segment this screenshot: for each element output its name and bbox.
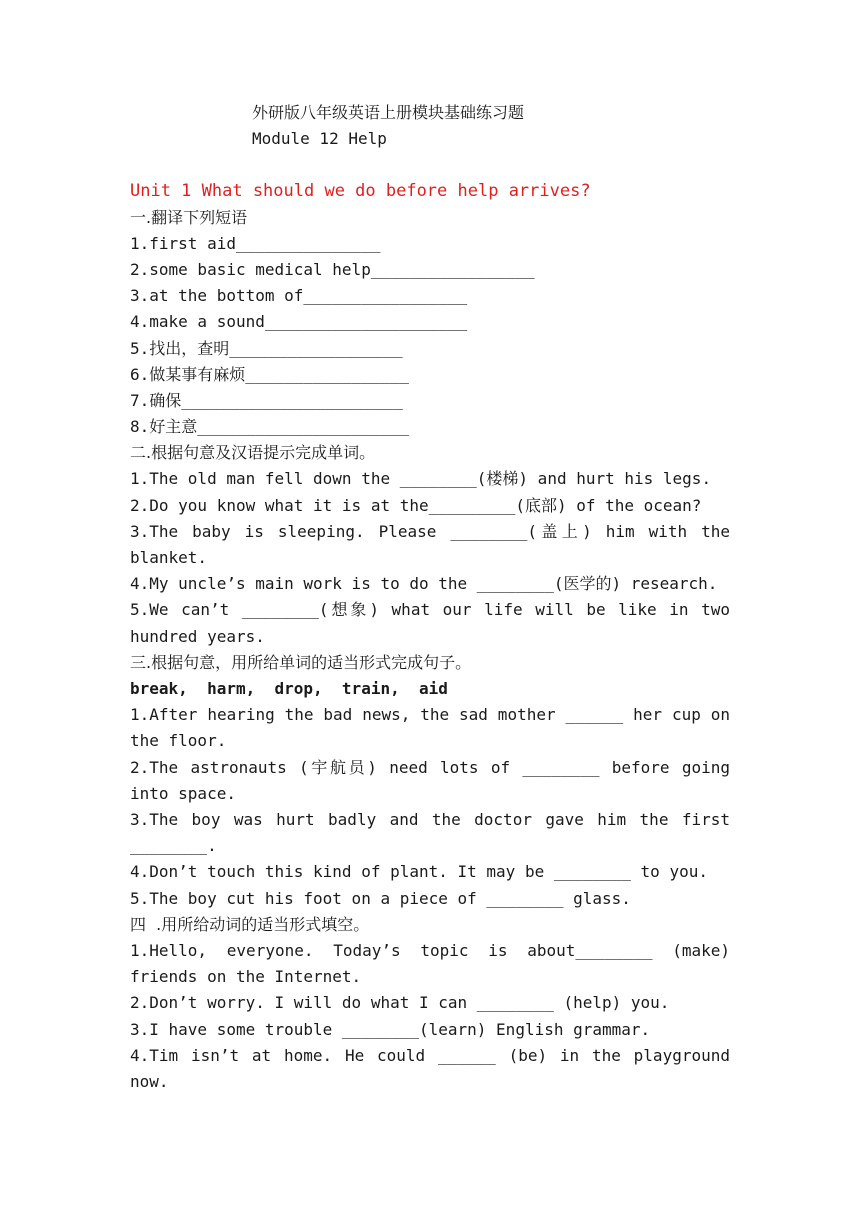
list-item: 1.first aid_______________: [130, 233, 381, 253]
list-item: 5.We can’t ________(想象) what our life will be like in two hundred years.: [130, 600, 730, 646]
section-heading: 四 .用所给动词的适当形式填空。: [130, 914, 370, 934]
word-bank: break, harm, drop, train, aid: [130, 679, 448, 698]
list-item: 4.My uncle’s main work is to do the ________(医学的) research.: [130, 574, 718, 594]
section-word-forms: [130, 650, 730, 912]
list-item: 8.好主意______________________: [130, 417, 410, 437]
list-item: 2.The astronauts (宇航员) need lots of ________ before going into space.: [130, 757, 730, 803]
section-complete-words: [130, 440, 730, 650]
list-item: 3.The boy was hurt badly and the doctor gave him the first ________.: [130, 810, 730, 856]
list-item: 5.The boy cut his foot on a piece of ________ glass.: [130, 888, 631, 908]
worksheet-page: [130, 100, 730, 1095]
list-item: 1.After hearing the bad news, the sad mother ______ her cup on the floor.: [130, 705, 730, 751]
list-item: 2.Don’t worry. I will do what I can ________ (help) you.: [130, 993, 670, 1013]
list-item: 2.some basic medical help_________________: [130, 259, 535, 279]
header: [130, 100, 730, 152]
section-heading: 一.翻译下列短语: [130, 207, 248, 227]
section-heading: 三.根据句意，用所给单词的适当形式完成句子。: [130, 652, 472, 672]
section-verb-forms: [130, 912, 730, 1095]
list-item: 4.make a sound_____________________: [130, 312, 468, 332]
list-item: 5.找出，查明__________________: [130, 338, 403, 358]
list-item: 4.Tim isn’t at home. He could ______ (be) in the playground now.: [130, 1045, 730, 1091]
list-item: 3.The baby is sleeping. Please ________(盖上) him with the blanket.: [130, 521, 730, 568]
list-item: 2.Do you know what it is at the_________(底部) of the ocean?: [130, 495, 702, 515]
section-heading: 二.根据句意及汉语提示完成单词。: [130, 443, 376, 463]
list-item: 1.Hello, everyone. Today’s topic is about________ (make) friends on the Internet.: [130, 940, 730, 987]
unit-title: Unit 1 What should we do before help arrives?: [130, 181, 591, 202]
list-item: 3.I have some trouble ________(learn) English grammar.: [130, 1019, 651, 1039]
page-title: 外研版八年级英语上册模块基础练习题: [252, 103, 525, 122]
list-item: 7.确保_______________________: [130, 390, 403, 410]
list-item: 6.做某事有麻烦_________________: [130, 364, 410, 384]
section-translate-phrases: [130, 205, 730, 441]
list-item: 4.Don’t touch this kind of plant. It may be ________ to you.: [130, 862, 708, 882]
list-item: 3.at the bottom of_________________: [130, 286, 468, 306]
module-title: Module 12 Help: [252, 129, 387, 149]
list-item: 1.The old man fell down the ________(楼梯) and hurt his legs.: [130, 469, 712, 489]
